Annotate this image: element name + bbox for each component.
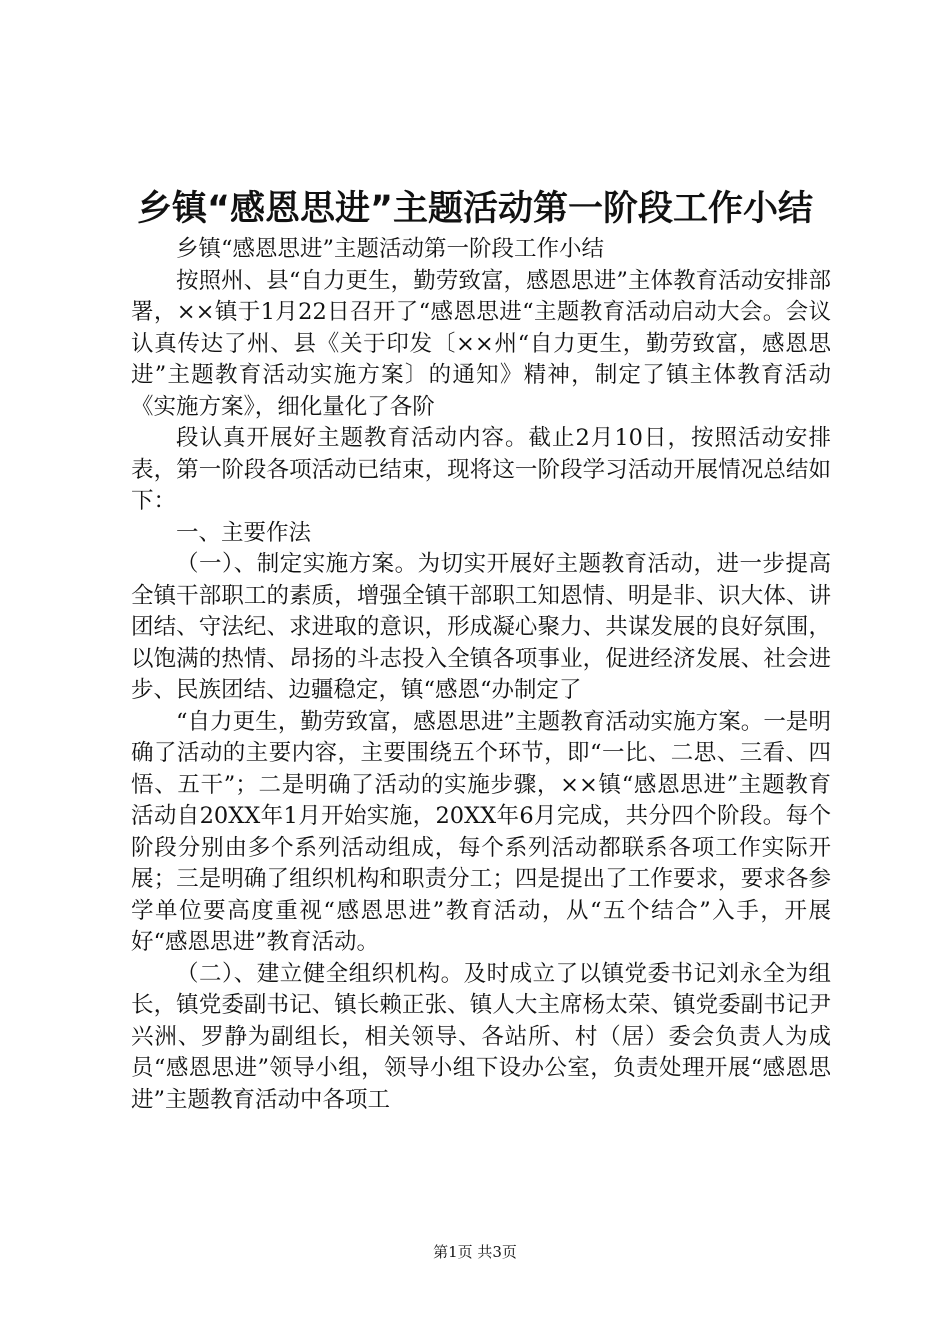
document-body: [131, 234, 831, 1116]
paragraph-implementation-plan: （一）、制定实施方案。为切实开展好主题教育活动，进一步提高全镇干部职工的素质，增强全镇干部职工知恩情、明是非、识大体、讲团结、守法纪、求进取的意识，形成凝心聚力、共谋发展的良好氛围，以饱满的热情、昂扬的斗志投入全镇各项事业，促进经济发展、社会进步、民族团结、边疆稳定，镇“感恩“办制定了: [131, 551, 831, 703]
paragraph-intro: 按照州、县“自力更生，勤劳致富，感恩思进”主体教育活动安排部署，××镇于1月22日召开了“感恩思进“主题教育活动启动大会。会议认真传达了州、县《关于印发〔××州“自力更生，勤劳致富，感恩思进”主题教育活动实施方案〕的通知》精神，制定了镇主体教育活动《实施方案》，细化量化了各阶: [131, 267, 831, 420]
document-title: 乡镇“感恩思进”主题活动第一阶段工作小结: [136, 189, 813, 229]
section-heading-main-methods: 一、主要作法: [176, 519, 312, 546]
paragraph-organization: （二）、建立健全组织机构。及时成立了以镇党委书记刘永全为组长，镇党委副书记、镇长赖正张、镇人大主席杨太荣、镇党委副书记尹兴洲、罗静为副组长，相关领导、各站所、村（居）委会负责人为成员“感恩思进”领导小组，领导小组下设办公室，负责处理开展“感恩思进”主题教育活动中各项工: [131, 960, 831, 1113]
paragraph-summary-lead: 段认真开展好主题教育活动内容。截止2月10日，按照活动安排表，第一阶段各项活动已结束，现将这一阶段学习活动开展情况总结如下：: [131, 425, 831, 514]
paragraph-subtitle: 乡镇“感恩思进”主题活动第一阶段工作小结: [176, 236, 605, 262]
page-number-footer: 第1页 共3页: [433, 1243, 517, 1261]
paragraph-plan-details: “自力更生，勤劳致富，感恩思进”主题教育活动实施方案。一是明确了活动的主要内容，主要围绕五个环节，即“一比、二思、三看、四悟、五干”；二是明确了活动的实施步骤，××镇“感恩思进”主题教育活动自20XX年1月开始实施，20XX年6月完成，共分四个阶段。每个阶段分别由多个系列活动组成，每个系列活动都联系各项工作实际开展；三是明确了组织机构和职责分工；四是提出了工作要求，要求各参学单位要高度重视“感恩思进”教育活动，从“五个结合”入手，开展好“感恩思进”教育活动。: [131, 708, 831, 955]
